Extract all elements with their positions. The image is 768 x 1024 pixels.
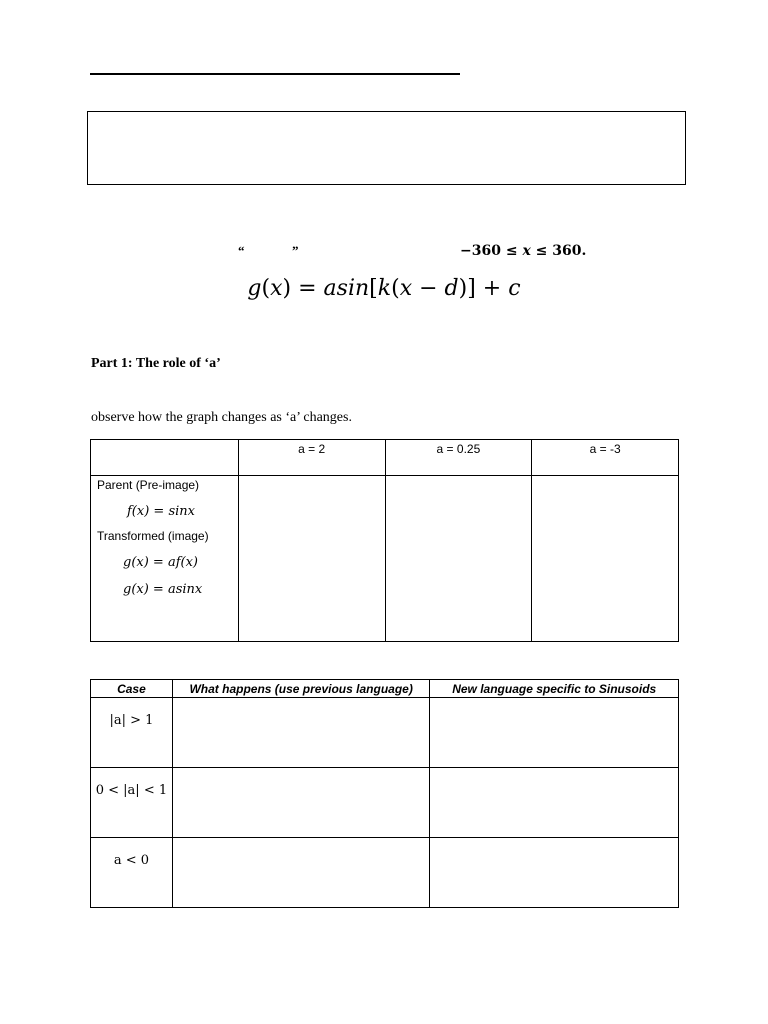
graph-cell-a2[interactable] <box>238 476 385 642</box>
answer-cell[interactable] <box>430 768 679 838</box>
transformed-equation-2: g(x) = asinx <box>123 582 203 597</box>
transformed-label: Transformed (image) <box>97 529 209 543</box>
case-cell: a < 0 <box>91 838 173 908</box>
case-cell: |a| > 1 <box>91 698 173 768</box>
graph-cell-a-neg3[interactable] <box>532 476 679 642</box>
quote-open: “ <box>238 243 245 258</box>
new-language-header: New language specific to Sinusoids <box>430 680 679 698</box>
part-title: Part 1: The role of ‘a’ <box>91 356 221 371</box>
table-row <box>91 768 679 838</box>
table-row <box>91 838 679 908</box>
instruction-text: observe how the graph changes as ‘a’ changes. <box>91 410 352 425</box>
header-cell-a2: a = 2 <box>238 440 385 476</box>
name-line <box>90 73 460 75</box>
general-equation: g(x) = asin[k(x − d)] + c <box>247 276 521 301</box>
case-cell: 0 < |a| < 1 <box>91 768 173 838</box>
case-table <box>90 679 679 908</box>
table-row <box>91 476 679 642</box>
table-header-row <box>91 440 679 476</box>
header-cell-a025: a = 0.25 <box>385 440 532 476</box>
transformed-equation-1: g(x) = af(x) <box>123 555 198 570</box>
answer-cell[interactable] <box>430 698 679 768</box>
domain-restriction: −360 ≤ x ≤ 360. <box>460 243 587 259</box>
answer-cell[interactable] <box>172 768 430 838</box>
case-header: Case <box>91 680 173 698</box>
table-row <box>91 698 679 768</box>
header-cell-a-neg3: a = -3 <box>532 440 679 476</box>
what-happens-header: What happens (use previous language) <box>172 680 430 698</box>
graph-table <box>90 439 679 642</box>
case-table-header <box>91 680 679 698</box>
graph-cell-a025[interactable] <box>385 476 532 642</box>
answer-cell[interactable] <box>172 838 430 908</box>
answer-cell[interactable] <box>430 838 679 908</box>
header-box <box>87 111 686 185</box>
header-cell-blank <box>91 440 239 476</box>
row-label-cell <box>91 476 239 642</box>
quote-close: ” <box>292 243 299 258</box>
answer-cell[interactable] <box>172 698 430 768</box>
parent-label: Parent (Pre-image) <box>97 478 200 492</box>
parent-equation: f(x) = sinx <box>127 504 195 519</box>
